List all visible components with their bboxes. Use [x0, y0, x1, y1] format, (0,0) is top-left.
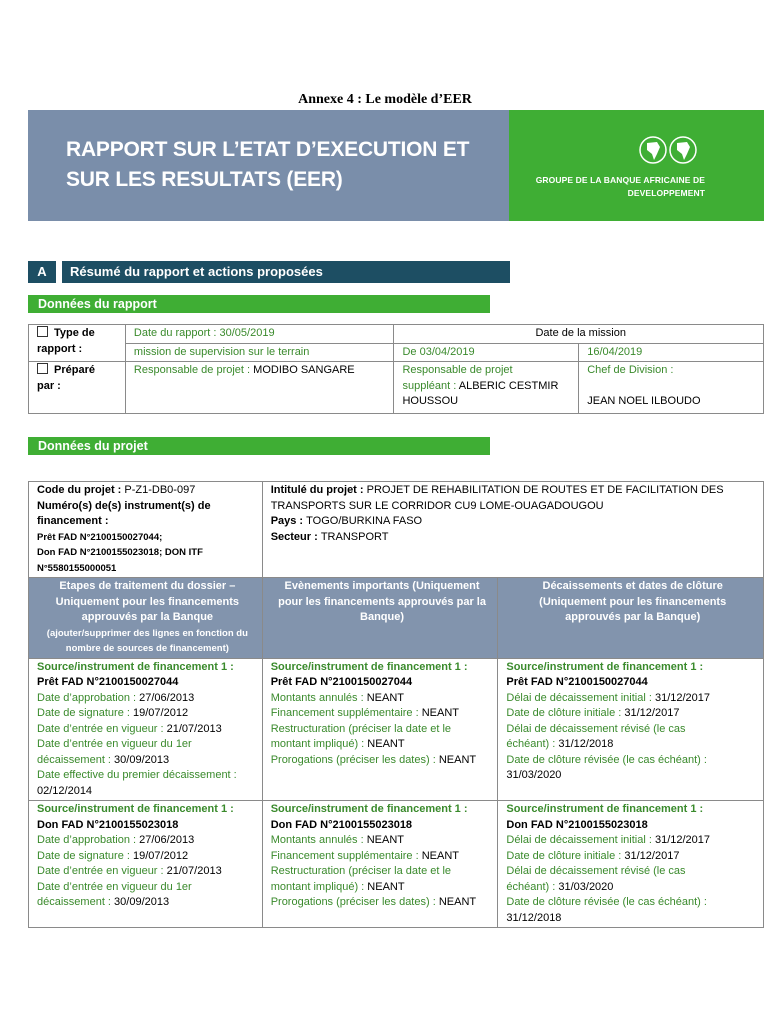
- row1-evenements: Source/instrument de financement 1 : Prêt FAD N°2100150027044 Montants annulés : NEANT Financement supplémentaire : NEANT Restructuration (préciser la date et le montant impliqué) : NEANT Prorogations (préciser les dates) : NEANT: [262, 658, 498, 801]
- row2-etapes: Source/instrument de financement 1 : Don FAD N°2100155023018 Date d’approbation : 27/06/2013 Date de signature : 19/07/2012 Date d’entrée en vigueur : 21/07/2013 Date d’entrée en vigueur du 1er décaissement : 30/09/2013: [29, 801, 263, 928]
- row2-evenements: Source/instrument de financement 1 : Don FAD N°2100155023018 Montants annulés : NEANT Financement supplémentaire : NEANT Restructuration (préciser la date et le montant impliqué) : NEANT Prorogations (préciser les dates) : NEANT: [262, 801, 498, 928]
- organization-name: [515, 174, 705, 200]
- date-mission-label: Date de la mission: [394, 325, 764, 344]
- date-rapport: Date du rapport : 30/05/2019: [125, 325, 394, 344]
- suppleant-cell: Responsable de projet suppléant : ALBERIC CESTMIR HOUSSOU: [394, 362, 579, 414]
- table-row: [29, 801, 764, 928]
- organization-name-line-1: GROUPE DE LA BANQUE AFRICAINE DE: [535, 175, 705, 185]
- organization-name-line-2: DEVELOPPEMENT: [627, 188, 705, 198]
- mission-type: mission de supervision sur le terrain: [125, 343, 394, 362]
- type-label-cell: Type de rapport :: [29, 325, 126, 362]
- row1-decaissements: Source/instrument de financement 1 : Prêt FAD N°2100150027044 Délai de décaissement initial : 31/12/2017 Date de clôture initiale : 31/12/2017 Délai de décaissement révisé (le cas échéant) : 31/12/2018 Date de clôture révisée (le cas échéant) : 31/03/2020: [498, 658, 764, 801]
- afdb-logo-icon: [638, 133, 698, 167]
- header-etapes: Etapes de traitement du dossier – Uniquement pour les financements approuvés par la Banque (ajouter/supprimer des lignes en fonction du nombre de sources de financement): [29, 578, 263, 659]
- report-title: [66, 135, 496, 195]
- responsable-cell: Responsable de projet : MODIBO SANGARE: [125, 362, 394, 414]
- table-row: [29, 658, 764, 801]
- row2-decaissements: Source/instrument de financement 1 : Don FAD N°2100155023018 Délai de décaissement initial : 31/12/2017 Date de clôture initiale : 31/12/2017 Délai de décaissement révisé (le cas échéant) : 31/03/2020 Date de clôture révisée (le cas échéant) : 31/12/2018: [498, 801, 764, 928]
- donnees-projet-heading: Données du projet: [28, 437, 490, 455]
- annex-title: Annexe 4 : Le modèle d’EER: [298, 92, 472, 107]
- report-title-line-1: RAPPORT SUR L’ETAT D’EXECUTION ET: [66, 138, 470, 161]
- section-a-title: Résumé du rapport et actions proposées: [62, 261, 510, 283]
- mission-end-date: 16/04/2019: [579, 343, 764, 362]
- row1-etapes: Source/instrument de financement 1 : Prêt FAD N°2100150027044 Date d’approbation : 27/06/2013 Date de signature : 19/07/2012 Date d’entrée en vigueur : 21/07/2013 Date d’entrée en vigueur du 1er décaissement : 30/09/2013 Date effective du premier décaissement : 02/12/2014: [29, 658, 263, 801]
- project-info-cell: Intitulé du projet : PROJET DE REHABILITATION DE ROUTES ET DE FACILITATION DES TRANSPORTS SUR LE CORRIDOR CU9 LOME-OUAGADOUGOU Pays : TOGO/BURKINA FASO Secteur : TRANSPORT: [262, 482, 763, 578]
- chef-division-cell: Chef de Division : JEAN NOEL ILBOUDO: [579, 362, 764, 414]
- banner-logo-panel: [509, 110, 764, 221]
- report-data-table: [28, 324, 764, 414]
- prepare-label-cell: Préparé par :: [29, 362, 126, 414]
- mission-start-date: De 03/04/2019: [394, 343, 579, 362]
- header-decaissements: Décaissements et dates de clôture (Uniquement pour les financements approuvés par la Banque): [498, 578, 764, 659]
- project-data-table: [28, 481, 764, 928]
- project-code-cell: Code du projet : P-Z1-DB0-097 Numéro(s) de(s) instrument(s) de financement : Prêt FAD N°2100150027044; Don FAD N°2100155023018; DON ITF N°5580155000051: [29, 482, 263, 578]
- prepare-checkbox[interactable]: [37, 363, 48, 374]
- section-a-letter: A: [28, 261, 56, 283]
- report-title-line-2: SUR LES RESULTATS (EER): [66, 168, 343, 191]
- donnees-rapport-heading: Données du rapport: [28, 295, 490, 313]
- type-checkbox[interactable]: [37, 326, 48, 337]
- header-evenements: Evènements importants (Uniquement pour les financements approuvés par la Banque): [262, 578, 498, 659]
